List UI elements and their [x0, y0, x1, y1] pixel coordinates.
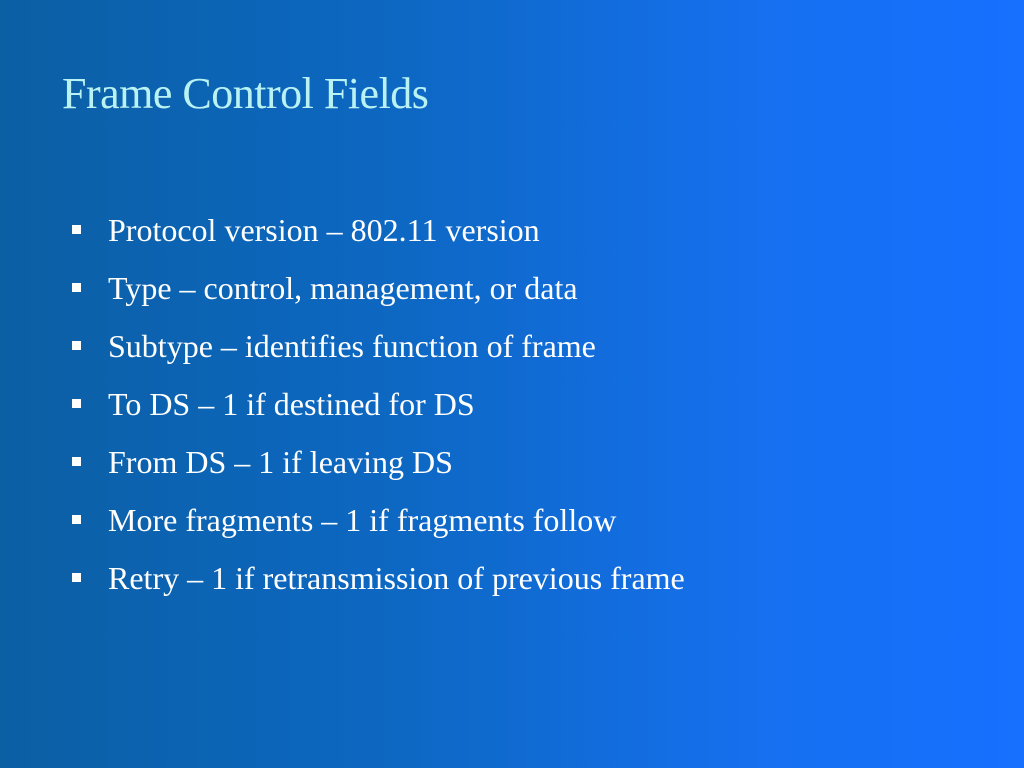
bullet-text: Protocol version – 802.11 version: [108, 212, 540, 248]
bullet-text: Subtype – identifies function of frame: [108, 328, 596, 364]
bullet-text: Retry – 1 if retransmission of previous frame: [108, 560, 685, 596]
square-bullet-icon: [72, 515, 81, 524]
bullet-item-from-ds: [72, 440, 685, 498]
bullet-item-protocol-version: [72, 208, 685, 266]
bullet-text: To DS – 1 if destined for DS: [108, 386, 475, 422]
bullet-item-more-fragments: [72, 498, 685, 556]
bullet-text: More fragments – 1 if fragments follow: [108, 502, 617, 538]
bullet-item-to-ds: [72, 382, 685, 440]
bullet-list: [72, 208, 685, 614]
square-bullet-icon: [72, 399, 81, 408]
square-bullet-icon: [72, 283, 81, 292]
square-bullet-icon: [72, 457, 81, 466]
slide-title: Frame Control Fields: [62, 69, 429, 118]
square-bullet-icon: [72, 573, 81, 582]
bullet-item-retry: [72, 556, 685, 614]
bullet-item-type: [72, 266, 685, 324]
bullet-text: From DS – 1 if leaving DS: [108, 444, 453, 480]
square-bullet-icon: [72, 225, 81, 234]
square-bullet-icon: [72, 341, 81, 350]
bullet-item-subtype: [72, 324, 685, 382]
bullet-text: Type – control, management, or data: [108, 270, 578, 306]
